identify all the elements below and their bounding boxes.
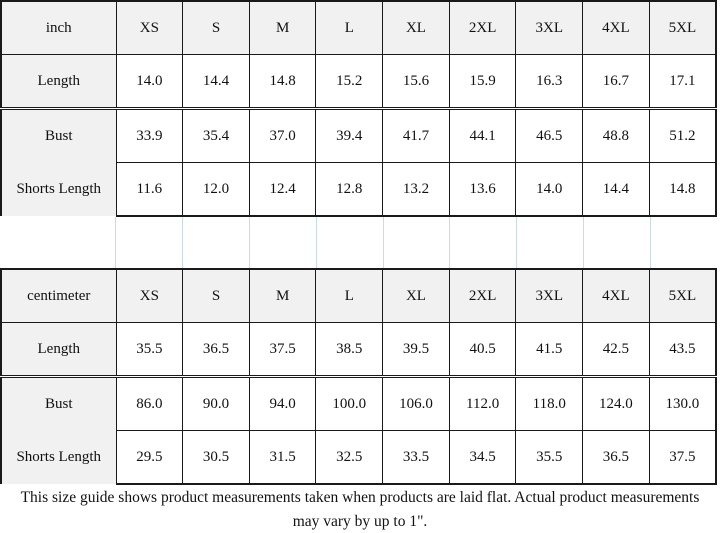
size-header-cell: XS [116, 269, 183, 323]
size-header-cell: L [316, 1, 383, 55]
value-cell: 37.5 [649, 431, 716, 485]
value-cell: 15.9 [449, 55, 516, 109]
size-header-cell: L [316, 269, 383, 323]
table-row [1, 109, 716, 163]
value-cell: 14.0 [116, 55, 183, 109]
value-cell: 42.5 [583, 323, 650, 377]
value-cell: 36.5 [183, 323, 250, 377]
size-header-cell: 2XL [449, 269, 516, 323]
centimeter-header-row [1, 269, 716, 323]
value-cell: 14.4 [183, 55, 250, 109]
value-cell: 130.0 [649, 377, 716, 431]
size-table-inch [0, 0, 717, 217]
size-header-cell: XL [383, 1, 450, 55]
value-cell: 35.5 [116, 323, 183, 377]
size-header-cell: 5XL [649, 269, 716, 323]
value-cell: 40.5 [449, 323, 516, 377]
spacer-cell [182, 217, 249, 268]
value-cell: 41.7 [383, 109, 450, 163]
size-guide-disclaimer [0, 485, 720, 533]
size-table-centimeter [0, 268, 717, 485]
spacer-cell [115, 217, 182, 268]
spacer-cell [0, 217, 115, 268]
spacer-cell [583, 217, 650, 268]
spacer-cell [249, 217, 316, 268]
value-cell: 106.0 [383, 377, 450, 431]
value-cell: 16.7 [583, 55, 650, 109]
row-label: Length [1, 55, 116, 109]
size-header-cell: 3XL [516, 269, 583, 323]
value-cell: 33.5 [383, 431, 450, 485]
value-cell: 15.2 [316, 55, 383, 109]
unit-cell: centimeter [1, 269, 116, 323]
size-header-cell: 2XL [449, 1, 516, 55]
value-cell: 48.8 [583, 109, 650, 163]
row-label: Shorts Length [1, 163, 116, 217]
value-cell: 43.5 [649, 323, 716, 377]
row-label: Bust [1, 109, 116, 163]
value-cell: 37.0 [249, 109, 316, 163]
spacer-cell [650, 217, 717, 268]
value-cell: 11.6 [116, 163, 183, 217]
value-cell: 13.2 [383, 163, 450, 217]
value-cell: 34.5 [449, 431, 516, 485]
value-cell: 51.2 [649, 109, 716, 163]
inch-header-row [1, 1, 716, 55]
value-cell: 32.5 [316, 431, 383, 485]
spacer-cell [449, 217, 516, 268]
unit-cell: inch [1, 1, 116, 55]
size-header-cell: S [183, 269, 250, 323]
value-cell: 14.8 [249, 55, 316, 109]
value-cell: 41.5 [516, 323, 583, 377]
value-cell: 15.6 [383, 55, 450, 109]
table-row [1, 55, 716, 109]
spacer-cell [516, 217, 583, 268]
table-spacer [0, 217, 717, 268]
value-cell: 38.5 [316, 323, 383, 377]
value-cell: 12.0 [183, 163, 250, 217]
value-cell: 30.5 [183, 431, 250, 485]
size-header-cell: S [183, 1, 250, 55]
spacer-cell [316, 217, 383, 268]
value-cell: 94.0 [249, 377, 316, 431]
value-cell: 37.5 [249, 323, 316, 377]
row-label: Shorts Length [1, 431, 116, 485]
size-header-cell: XS [116, 1, 183, 55]
value-cell: 35.5 [516, 431, 583, 485]
value-cell: 14.4 [583, 163, 650, 217]
size-header-cell: 4XL [583, 1, 650, 55]
value-cell: 14.0 [516, 163, 583, 217]
value-cell: 33.9 [116, 109, 183, 163]
size-header-cell: 3XL [516, 1, 583, 55]
row-label: Bust [1, 377, 116, 431]
value-cell: 86.0 [116, 377, 183, 431]
value-cell: 100.0 [316, 377, 383, 431]
size-header-cell: 4XL [583, 269, 650, 323]
value-cell: 35.4 [183, 109, 250, 163]
value-cell: 39.4 [316, 109, 383, 163]
value-cell: 16.3 [516, 55, 583, 109]
value-cell: 90.0 [183, 377, 250, 431]
size-header-cell: M [249, 1, 316, 55]
size-header-cell: M [249, 269, 316, 323]
disclaimer-line-1: This size guide shows product measurements taken when products are laid flat. Actual product measurements [20, 489, 700, 507]
table-row [1, 163, 716, 217]
value-cell: 44.1 [449, 109, 516, 163]
value-cell: 39.5 [383, 323, 450, 377]
disclaimer-line-2: may vary by up to 1". [292, 512, 428, 530]
spacer-cell [383, 217, 450, 268]
value-cell: 124.0 [583, 377, 650, 431]
value-cell: 112.0 [449, 377, 516, 431]
size-header-cell: 5XL [649, 1, 716, 55]
value-cell: 118.0 [516, 377, 583, 431]
value-cell: 17.1 [649, 55, 716, 109]
row-label: Length [1, 323, 116, 377]
table-row [1, 323, 716, 377]
value-cell: 31.5 [249, 431, 316, 485]
table-row [1, 377, 716, 431]
value-cell: 29.5 [116, 431, 183, 485]
value-cell: 46.5 [516, 109, 583, 163]
size-header-cell: XL [383, 269, 450, 323]
value-cell: 36.5 [583, 431, 650, 485]
table-row [1, 431, 716, 485]
value-cell: 12.4 [249, 163, 316, 217]
value-cell: 12.8 [316, 163, 383, 217]
value-cell: 14.8 [649, 163, 716, 217]
value-cell: 13.6 [449, 163, 516, 217]
